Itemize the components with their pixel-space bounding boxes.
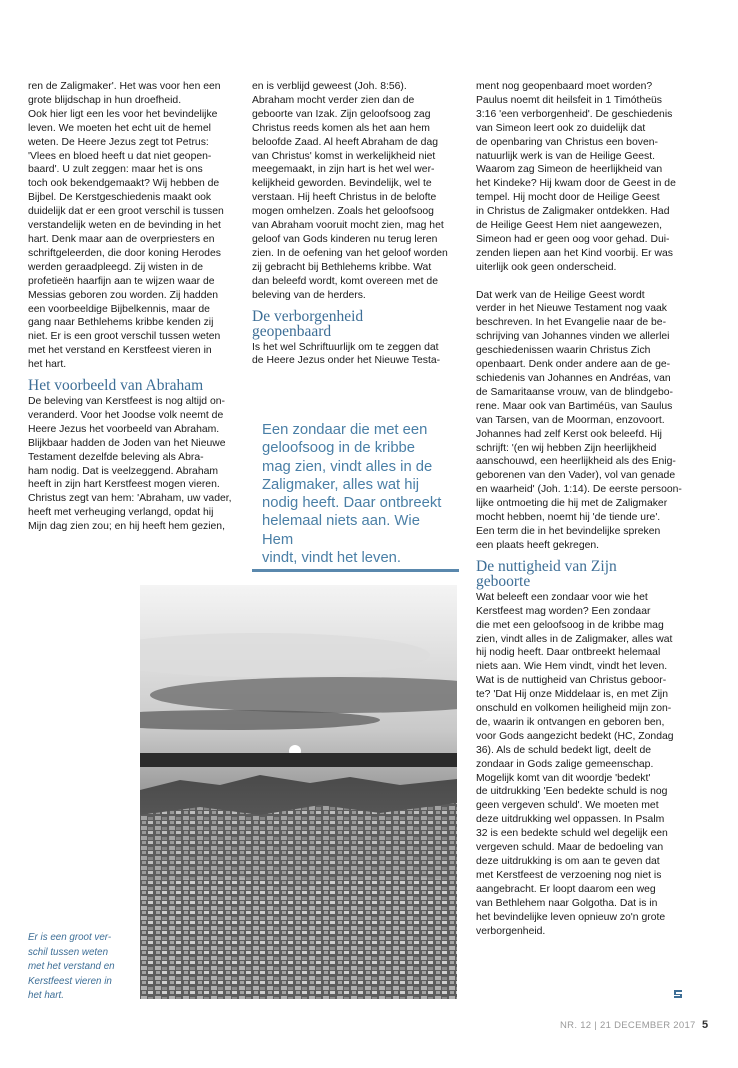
col3-paragraph-3: Wat beleeft een zondaar voor wie het Kerstfeest mag worden? Een zondaar die met een geloofsoog in de kribbe mag zien, vindt alles in de Zaligmaker, alles wat hij nodig heeft. Daar ontbreekt helemaal niets aan. Wie Hem vindt, vindt het leven. Wat is de nuttigheid van Christus geboor- te? 'Dat Hij onze Middelaar is, en met Zijn onschuld en volkomen heiligheid mijn zon- de, waarin ik ontvangen en geboren ben, voor Gods aangezicht bedekt (HC, Zondag 36). Als de schuld bedekt ligt, deelt de zondaar in Gods zalige gemeenschap. Mogelijk komt van dit woordje 'bedekt' de uitdrukking 'Een bedekte schuld is nog geen vergeven schuld'. We moeten met deze uitdrukking wel oppassen. In Psalm 32 is een bedekte schuld wel degelijk een vergeven schuld. Maar de bedoeling van deze uitdrukking is om aan te geven dat met Kerstfeest de verzoening nog niet is aangebracht. Er loopt daarom een weg van Bethlehem naar Golgotha. Dat is in het bevindelijke leven opnieuw zo'n grote verborgenheid. [476, 591, 674, 937]
heading-abraham: Het voorbeeld van Abraham [28, 377, 204, 395]
column-3 [476, 80, 688, 938]
column-1 [28, 80, 240, 534]
end-mark-icon [672, 988, 684, 1000]
col2-paragraph-2: Is het wel Schriftuurlijk om te zeggen dat de Heere Jezus onder het Nieuwe Testa- [252, 341, 441, 367]
col3-paragraph-1: ment nog geopenbaard moet worden? Paulus noemt dit heilsfeit in 1 Timótheüs 3:16 'een verborgenheid'. De geschiedenis van Simeon leert ook zo duidelijk dat de openbaring van Christus een boven- natuurlijk werk is van de Heilige Geest. Waarom zag Simeon de heerlijkheid van het Kindeke? Hij kwam door de Geest in de tempel. Hij mocht door de Heilige Geest in Christus de Zaligmaker ontdekken. Had de Heilige Geest Hem niet aangewezen, Simeon had er geen oog voor gehad. Dui- zenden liepen aan het Kind voorbij. Er was uiterlijk ook geen onderscheid. [476, 81, 676, 273]
col3-paragraph-2: Dat werk van de Heilige Geest wordt verder in het Nieuwe Testament nog vaak beschreven. In het Evangelie naar de be- schrijving van Johannes vinden we allerlei geschiedenissen waarin Christus Zich openbaart. Denk onder andere aan de ge- schiedenis van Johannes en Andréas, van de Samaritaanse vrouw, van de blindgebo- rene. Maar ook van Bartiméüs, van Saulus van Tarsen, van de Moorman, enzovoort. Johannes had zelf Kerst ook beleefd. Hij schrijft: '(en wij hebben Zijn heerlijkheid aanschouwd, een heerlijkheid als des Enig- geborenen van den Vader), vol van genade en waarheid' (Joh. 1:14). De eerste persoon- lijke ontmoeting die hij met de Zaligmaker mocht hebben, noemt hij 'de tiende ure'. Een term die in het bevindelijke spreken een plaats heeft gekregen. [476, 289, 682, 551]
sunset-photo-icon [140, 585, 457, 999]
pull-quote-text: Een zondaar die met een geloofsoog in de kribbe mag zien, vindt alles in de Zaligmaker, alles wat hij nodig heeft. Daar ontbreekt helemaal niets aan. Wie Hem vindt, vindt het leven. [262, 422, 442, 567]
heading-nuttigheid: De nuttigheid van Zijn geboorte [476, 557, 617, 590]
photo-caption: Er is een groot ver- schil tussen weten met het verstand en Kerstfeest vieren in het hart. [28, 932, 115, 1002]
col2-paragraph-1: en is verblijd geweest (Joh. 8:56). Abraham mocht verder zien dan de geboorte van Izak. Zijn geloofsoog zag Christus reeds komen als het aan hem beloofde Zaad. Al heeft Abraham de dag van Christus' komst in werkelijkheid niet meegemaakt, in zijn hart is het wel wer- kelijkheid geworden. Bevindelijk, wel te verstaan. Hij heeft Christus in de belofte mogen omhelzen. Zoals het geloofsoog van Abraham vooruit mocht zien, mag het geloof van Gods kinderen nu terug leren zien. In de oefening van het geloof worden zij gebracht bij Bethlehems kribbe. Wat dan beleefd wordt, komt overeen met de beleving van de herders. [252, 81, 448, 301]
issue-info: NR. 12 | 21 DECEMBER 2017 [560, 1020, 696, 1031]
pull-quote [252, 413, 459, 572]
page-number: 5 [702, 1019, 709, 1031]
col1-paragraph-1: ren de Zaligmaker'. Het was voor hen een grote blijdschap in hun droefheid. Ook hier ligt een les voor het bevindelijke leven. We moeten het echt uit de hemel weten. De Heere Jezus zegt tot Petrus: 'Vlees en bloed heeft u dat niet geopen- baard'. U zult zeggen: maar het is ons toch ook bekendgemaakt? Wij hebben de Bijbel. De Kerstgeschiedenis maakt ook duidelijk dat er een groot verschil is tussen verstandelijk weten en de bevinding in het hart. Denk maar aan de overpriesters en schriftgeleerden, die door koning Herodes werden geraadpleegd. Zij wisten in de profetieën haarfijn aan te wijzen waar de Messias geboren zou worden. Zij hadden een voorbeeldige Bijbelkennis, maar de gang naar Bethlehems kribbe kenden zij niet. Er is een groot verschil tussen weten met het verstand en Kerstfeest vieren in het hart. [28, 81, 224, 371]
heading-verborgenheid: De verborgenheid geopenbaard [252, 307, 364, 340]
sunset-photo [140, 585, 457, 999]
column-2 [252, 80, 460, 368]
col1-paragraph-2: De beleving van Kerstfeest is nog altijd on- veranderd. Voor het Joodse volk neemt de Heere Jezus het voorbeeld van Abraham. Blijkbaar hadden de Joden van het Nieuwe Testament dezelfde beleving als Abra- ham nodig. Dat is veelzeggend. Abraham heeft in zijn hart Kerstfeest mogen vieren. Christus zegt van hem: 'Abraham, uw vader, heeft met verheuging verlangd, opdat hij Mijn dag zien zou; en hij heeft hem gezien, [28, 396, 232, 533]
